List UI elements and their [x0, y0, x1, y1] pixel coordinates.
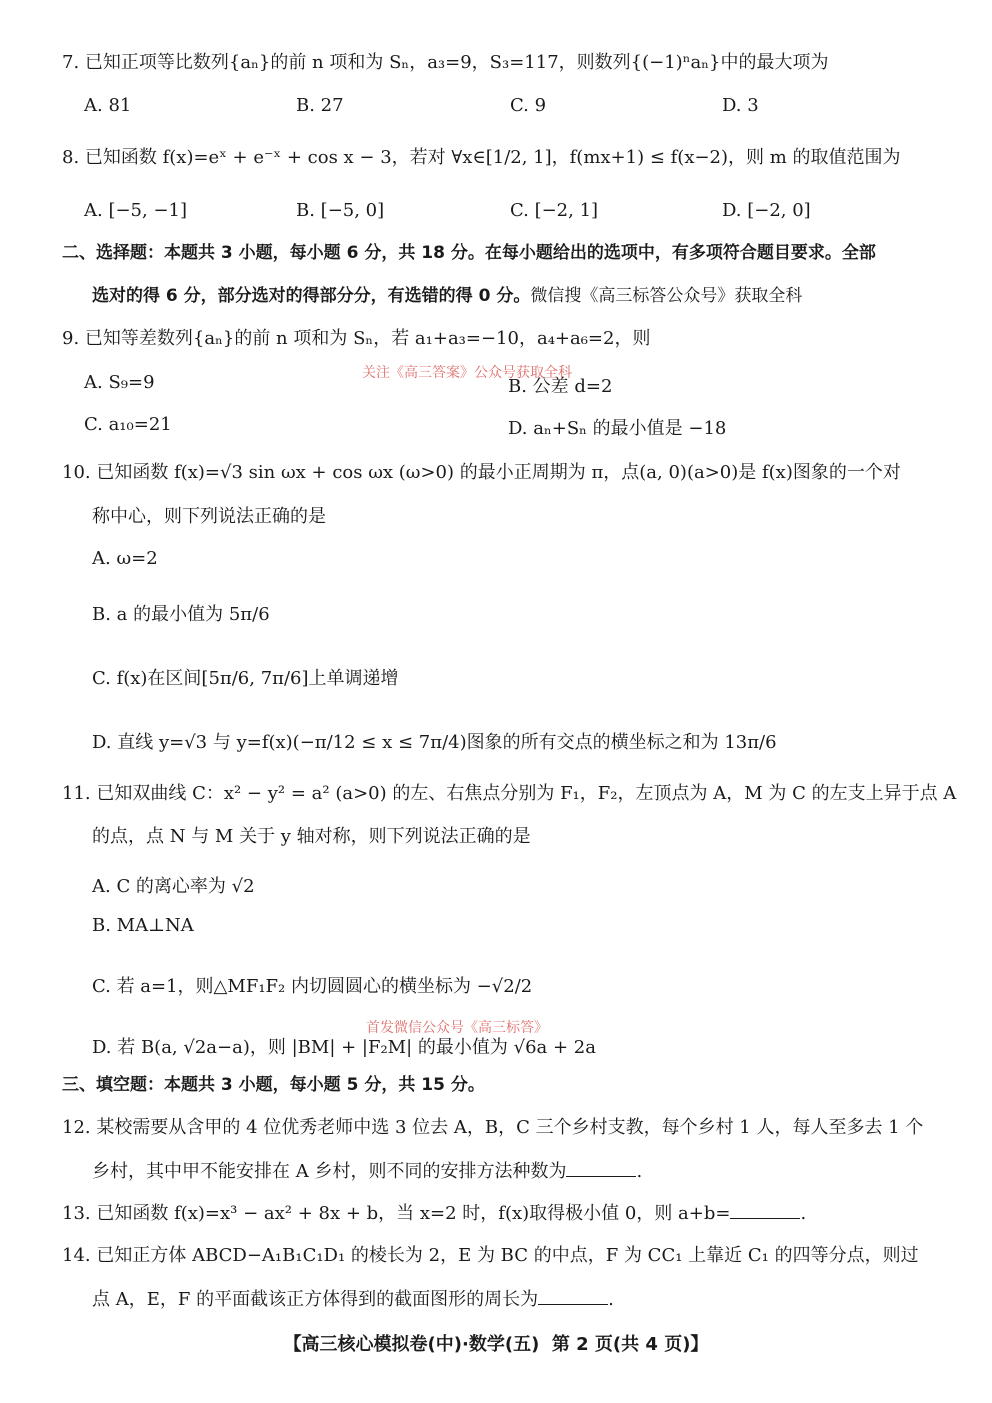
- section-2-note: 微信搜《高三标答公众号》获取全科: [530, 286, 803, 306]
- q11-option-b: B. MA⊥NA: [92, 915, 194, 936]
- section-2-rules: 选对的得 6 分，部分选对的得部分分，有选错的得 0 分。: [92, 286, 531, 306]
- q8-option-a: A. [−5, −1]: [84, 200, 187, 221]
- question-13-stem: [62, 1203, 806, 1225]
- q13-answer-blank[interactable]: [730, 1204, 800, 1219]
- q12-end: .: [636, 1161, 643, 1182]
- q9-option-b: B. 公差 d=2: [508, 376, 613, 397]
- footer-title: 【高三核心模拟卷(中)·数学(五): [283, 1334, 540, 1355]
- q13-text: 13. 已知函数 f(x)=x³ − ax² + 8x + b，当 x=2 时，f(x)取得极小值 0，则 a+b=: [62, 1203, 731, 1224]
- watermark-2: 首发微信公众号《高三标答》: [366, 1020, 548, 1036]
- q9-option-d: D. aₙ+Sₙ 的最小值是 −18: [508, 418, 727, 439]
- q11-option-d: D. 若 B(a, √2a−a)，则 |BM| + |F₂M| 的最小值为 √6a + 2a: [92, 1037, 596, 1058]
- question-14-stem-cont: [92, 1289, 614, 1311]
- section-2-heading-cont: [92, 286, 802, 306]
- q12-answer-blank[interactable]: [566, 1162, 636, 1177]
- q7-option-a: A. 81: [84, 95, 132, 116]
- q7-option-c: C. 9: [510, 95, 547, 116]
- page-footer: [0, 1330, 992, 1356]
- q11-option-c: C. 若 a=1，则△MF₁F₂ 内切圆圆心的横坐标为 −√2/2: [92, 976, 533, 997]
- q8-option-c: C. [−2, 1]: [510, 200, 599, 221]
- q13-end: .: [800, 1203, 807, 1224]
- question-7-stem: 7. 已知正项等比数列{aₙ}的前 n 项和为 Sₙ，a₃=9，S₃=117，则数列{(−1)ⁿaₙ}中的最大项为: [62, 52, 829, 73]
- question-9-stem: 9. 已知等差数列{aₙ}的前 n 项和为 Sₙ，若 a₁+a₃=−10，a₄+a₆=2，则: [62, 328, 651, 349]
- q14-text: 点 A，E，F 的平面截该正方体得到的截面图形的周长为: [92, 1289, 539, 1310]
- footer-page-number: 第 2 页(共 4 页)】: [551, 1334, 709, 1355]
- section-2-heading: 二、选择题：本题共 3 小题，每小题 6 分，共 18 分。在每小题给出的选项中，有多项符合题目要求。全部: [62, 243, 876, 263]
- q14-end: .: [608, 1289, 614, 1310]
- watermark-1: 关注《高三答案》公众号获取全科: [362, 365, 572, 381]
- q7-option-b: B. 27: [296, 95, 344, 116]
- section-3-heading: 三、填空题：本题共 3 小题，每小题 5 分，共 15 分。: [62, 1075, 485, 1095]
- q10-option-d: D. 直线 y=√3 与 y=f(x)(−π/12 ≤ x ≤ 7π/4)图象的所有交点的横坐标之和为 13π/6: [92, 732, 777, 753]
- q14-answer-blank[interactable]: [538, 1290, 608, 1305]
- q9-option-a: A. S₉=9: [84, 372, 155, 393]
- q11-option-a: A. C 的离心率为 √2: [92, 876, 255, 897]
- q10-option-b: B. a 的最小值为 5π/6: [92, 604, 270, 625]
- q10-option-c: C. f(x)在区间[5π/6, 7π/6]上单调递增: [92, 668, 399, 689]
- question-11-stem-cont: 的点，点 N 与 M 关于 y 轴对称，则下列说法正确的是: [92, 826, 531, 847]
- q9-option-c: C. a₁₀=21: [84, 414, 172, 435]
- question-10-stem-cont: 称中心，则下列说法正确的是: [92, 506, 326, 527]
- q10-option-a: A. ω=2: [92, 548, 158, 569]
- question-12-stem-cont: [92, 1161, 642, 1183]
- question-14-stem: 14. 已知正方体 ABCD−A₁B₁C₁D₁ 的棱长为 2，E 为 BC 的中点，F 为 CC₁ 上靠近 C₁ 的四等分点，则过: [62, 1245, 919, 1266]
- q12-text: 乡村，其中甲不能安排在 A 乡村，则不同的安排方法种数为: [92, 1161, 567, 1182]
- q8-option-d: D. [−2, 0]: [722, 200, 811, 221]
- question-10-stem: 10. 已知函数 f(x)=√3 sin ωx + cos ωx (ω>0) 的最小正周期为 π，点(a, 0)(a>0)是 f(x)图象的一个对: [62, 462, 901, 483]
- question-8-stem: 8. 已知函数 f(x)=eˣ + e⁻ˣ + cos x − 3，若对 ∀x∈[1/2, 1]，f(mx+1) ≤ f(x−2)，则 m 的取值范围为: [62, 147, 901, 168]
- q8-option-b: B. [−5, 0]: [296, 200, 385, 221]
- question-11-stem: 11. 已知双曲线 C：x² − y² = a² (a>0) 的左、右焦点分别为 F₁，F₂，左顶点为 A，M 为 C 的左支上异于点 A: [62, 783, 957, 804]
- q7-option-d: D. 3: [722, 95, 759, 116]
- question-12-stem: 12. 某校需要从含甲的 4 位优秀老师中选 3 位去 A，B，C 三个乡村支教，每个乡村 1 人，每人至多去 1 个: [62, 1117, 924, 1138]
